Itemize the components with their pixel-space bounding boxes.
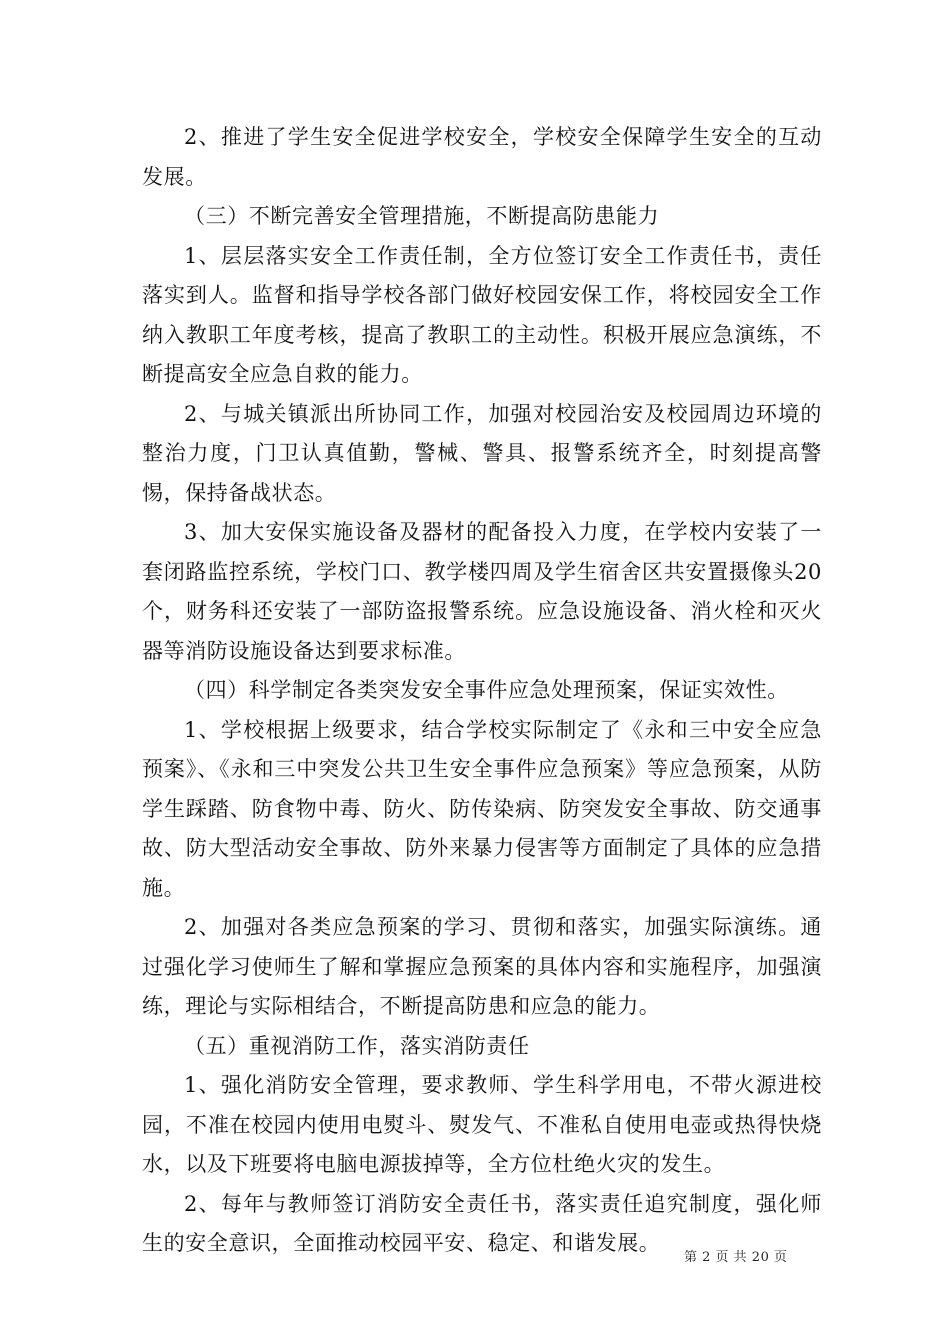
paragraph-2: 1、层层落实安全工作责任制，全方位签订安全工作责任书，责任落实到人。监督和指导学校各部门做好校园安保工作，将校园安全工作纳入教职工年度考核，提高了教职工的主动性。积极开展应急演练，不断提高安全应急自救的能力。 [142,243,822,386]
paragraph-5: 1、学校根据上级要求，结合学校实际制定了《永和三中安全应急预案》、《永和三中突发公共卫生安全事件应急预案》等应急预案，从防学生踩踏、防食物中毒、防火、防传染病、防突发安全事故、防交通事故、防大型活动安全事故、防外来暴力侵害等方面制定了具体的应急措施。 [142,717,822,900]
page-number-footer: 第 2 页 共 20 页 [684,1250,788,1265]
paragraph-4: 3、加大安保实施设备及器材的配备投入力度，在学校内安装了一套闭路监控系统，学校门口、教学楼四周及学生宿舍区共安置摄像头20个，财务科还安装了一部防盗报警系统。应急设施设备、消火栓和灭火器等消防设施设备达到要求标准。 [142,520,822,663]
paragraph-8: 2、每年与教师签订消防安全责任书，落实责任追究制度，强化师生的安全意识，全面推动校园平安、稳定、和谐发展。 [142,1191,822,1255]
document-body [142,118,822,1264]
paragraph-7: 1、强化消防安全管理，要求教师、学生科学用电，不带火源进校园，不准在校园内使用电熨斗、熨发气、不准私自使用电壶或热得快烧水，以及下班要将电脑电源拔掉等，全方位杜绝火灾的发生。 [142,1073,822,1176]
section-heading-4: （四）科学制定各类突发安全事件应急处理预案，保证实效性。 [184,678,789,702]
paragraph-1: 2、推进了学生安全促进学校安全，学校安全保障学生安全的互动发展。 [142,125,822,189]
section-heading-5: （五）重视消防工作，落实消防责任 [184,1033,530,1058]
paragraph-3: 2、与城关镇派出所协同工作，加强对校园治安及校园周边环境的整治力度，门卫认真值勤，警械、警具、报警系统齐全，时刻提高警惕，保持备战状态。 [142,401,822,505]
section-heading-3: （三）不断完善安全管理措施，不断提高防患能力 [184,204,660,228]
paragraph-6: 2、加强对各类应急预案的学习、贯彻和落实，加强实际演练。通过强化学习使师生了解和掌握应急预案的具体内容和实施程序，加强演练，理论与实际相结合，不断提高防患和应急的能力。 [142,915,822,1018]
